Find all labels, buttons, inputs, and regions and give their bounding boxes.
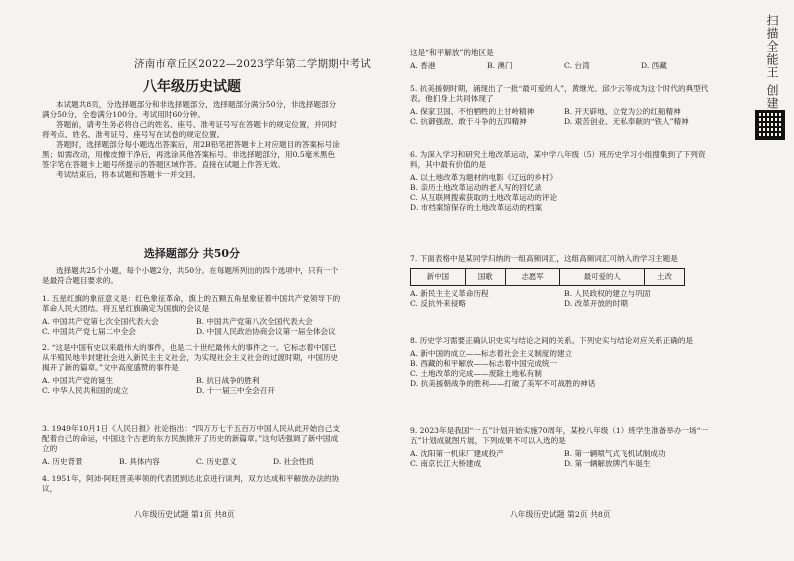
option-c: C. 反抗外来侵略 <box>410 298 466 308</box>
question-2 <box>42 343 342 396</box>
keyword-cell: 国歌 <box>465 269 505 286</box>
section-intro-text: 选择题共25个小题，每个小题2分，共50分。在每题所列出的四个选项中，只有一个是最符合题目要求的。 <box>42 266 339 286</box>
question-4 <box>42 474 342 494</box>
question-6 <box>410 150 710 213</box>
option-list <box>42 457 342 467</box>
option-list <box>42 317 342 337</box>
question-stem: 2. “这是中国有史以来最伟大的事件，也是二十世纪最伟大的事件之一。它标志着中国已从半殖民地半封建社会进入新民主主义社会，为实现社会主义社会的过渡时期，中国历史揭开了新的篇章。”文中高度盛赞的事件是 <box>42 343 339 373</box>
option-d: D. 艰苦创业、无私奉献的“铁人”精神 <box>564 117 689 127</box>
option-b: B. 抗日战争的胜利 <box>196 376 260 386</box>
option-a: A. 历史背景 <box>42 457 83 467</box>
option-a: A. 中国共产党第七次全国代表大会 <box>42 317 159 327</box>
question-stem: 4. 1951年，阿沛·阿旺晋美率领的代表团到达北京进行谈判，双方达成和平解放办法的协议， <box>42 474 340 494</box>
instruction-paragraph: 答题前，请考生务必将自己的姓名、座号、准考证号写在答题卡的规定位置，并同时将考点、姓名、准考证号、座号写在试卷的规定位置。 <box>42 120 337 140</box>
section-intro <box>42 266 342 286</box>
keyword-cell: 最可爱的人 <box>560 269 645 286</box>
option-a: A. 保家卫国、不怕牺牲的上甘岭精神 <box>410 107 535 117</box>
question-stem: 6. 为深入学习和研究土地改革运动，某中学八年级（5）班历史学习小组搜集到了下列资料，其中最有价值的是 <box>410 150 706 170</box>
option-d: D. 中国人民政治协商会议第一届全体会议 <box>196 327 336 337</box>
option-b: B. 第一辆喷气式飞机试制成功 <box>564 449 666 459</box>
option-a: A. 以土地改革为题材的电影《辽远的乡村》 <box>410 173 557 183</box>
keyword-table <box>410 268 685 286</box>
option-c: C. 抗御强敌、敢于斗争的五四精神 <box>410 117 527 127</box>
question-5 <box>410 84 710 127</box>
keyword-cell: 新中国 <box>411 269 466 286</box>
question-8 <box>410 336 710 389</box>
exam-instructions <box>42 100 342 180</box>
subject-title: 八年级历史试题 <box>143 79 241 95</box>
page-footer: 八年级历史试题 第2页 共8页 <box>510 510 611 519</box>
option-list <box>410 61 710 71</box>
option-d: D. 社会性质 <box>273 457 315 467</box>
question-stem: 9. 2023年是我国“一五”计划开始实施70周年，某校八年级（1）班学生准备举办一场“一五”计划成就图片展，下列成果不可以入选的是 <box>410 426 709 446</box>
option-b: B. 西藏的和平解放——标志着中国完成统一 <box>410 359 558 369</box>
page-2 <box>410 0 710 561</box>
option-list <box>410 173 710 213</box>
option-d: D. 市档案馆保存的土地改革运动的档案 <box>410 203 543 213</box>
keyword-cell: 土改 <box>645 269 685 286</box>
option-a: A. 中国共产党的诞生 <box>42 376 114 386</box>
option-list <box>410 449 710 469</box>
option-a: A. 新中国的成立——标志着社会主义制度的建立 <box>410 349 573 359</box>
exam-title: 济南市章丘区2022—2023学年第二学期期中考试 <box>134 58 371 70</box>
page-footer: 八年级历史试题 第1页 共8页 <box>134 510 235 519</box>
option-b: B. 中国共产党第八次全国代表大会 <box>196 317 313 327</box>
scanner-watermark: 扫描全能王 创建 <box>765 14 779 110</box>
qr-code-icon <box>755 110 785 140</box>
option-b: B. 开天辟地、立党为公的红船精神 <box>564 107 681 117</box>
question-stem: 7. 下面表格中是某同学归纳的一组高频词汇，这组高频词汇可纳入的学习主题是 <box>410 254 678 263</box>
question-stem: 1. 五星红旗的象征意义是：红色象征革命，旗上的五颗五角星象征着中国共产党领导下的革命人民大团结。将五星红旗确定为国旗的会议是 <box>42 294 341 314</box>
question-1 <box>42 294 342 337</box>
question-stem: 这是“和平解放”的地区是 <box>410 48 494 57</box>
page-1 <box>42 0 382 561</box>
option-b: B. 人民政权的建立与巩固 <box>564 288 651 298</box>
option-a: A. 香港 <box>410 61 436 71</box>
option-d: D. 西藏 <box>641 61 667 71</box>
question-4-continued <box>410 48 710 71</box>
option-c: C. 土地改革的完成——废除土地私有制 <box>410 369 542 379</box>
option-d: D. 改革开放的时期 <box>564 298 628 308</box>
question-stem: 3. 1949年10月1日《人民日报》社论指出：“四万万七千五百万中国人民从此开始自己支配着自己的命运，中国这个古老的东方民族掀开了历史的新篇章。”这句话强调了新中国成立的 <box>42 424 340 454</box>
option-list <box>410 349 710 389</box>
option-c: C. 从互联网搜索获取的土地改革运动的评论 <box>410 193 558 203</box>
section-title: 选择题部分 共50分 <box>143 247 241 260</box>
option-c: C. 历史意义 <box>196 457 237 467</box>
option-a: A. 新民主主义革命历程 <box>410 288 489 298</box>
option-c: C. 南京长江大桥建成 <box>410 459 482 469</box>
keyword-cell: 志愿军 <box>505 269 560 286</box>
question-stem: 8. 历史学习需要正确认识史实与结论之间的关系。下列史实与结论对应关系正确的是 <box>410 336 694 345</box>
option-a: A. 沈阳第一机床厂建成投产 <box>410 449 504 459</box>
option-c: C. 中国共产党七届二中全会 <box>42 327 136 337</box>
instruction-paragraph: 答题时，选择题部分每小题选出答案后，用2B铅笔把答题卡上对应题目的答案标号涂黑；如需改动，用橡皮擦干净后，再选涂其他答案标号。非选择题部分，用0.5毫米黑色签字笔在答题卡上题号所提示的答题区域作答。直接在试题上作答无效。 <box>42 140 340 170</box>
option-c: C. 中华人民共和国的成立 <box>42 386 129 396</box>
option-b: B. 具体内容 <box>119 457 160 467</box>
option-b: B. 亲历土地改革运动的老人写的回忆录 <box>410 183 542 193</box>
instruction-paragraph: 本试题共8页，分选择题部分和非选择题部分，选择题部分满分50分，非选择题部分满分50分，全卷满分100分。考试用时60分钟。 <box>42 100 337 120</box>
option-b: B. 澳门 <box>487 61 513 71</box>
option-list <box>410 107 710 127</box>
question-9 <box>410 426 710 469</box>
question-7 <box>410 254 710 309</box>
option-c: C. 台湾 <box>564 61 590 71</box>
option-d: D. 抗美援朝战争的胜利——打破了美军不可战胜的神话 <box>410 379 596 389</box>
question-3 <box>42 424 342 467</box>
instruction-paragraph: 考试结束后，将本试题和答题卡一并交回。 <box>56 170 201 180</box>
option-d: D. 第一辆解放牌汽车诞生 <box>564 459 651 469</box>
question-stem: 5. 抗美援朝时期，涌现出了一批“最可爱的人”，黄继光、邱少云等成为这个时代的典型代表。他们身上共同体现了 <box>410 84 709 104</box>
option-d: D. 十一届三中全会召开 <box>196 386 275 396</box>
option-list <box>42 376 342 396</box>
option-list <box>410 289 710 309</box>
